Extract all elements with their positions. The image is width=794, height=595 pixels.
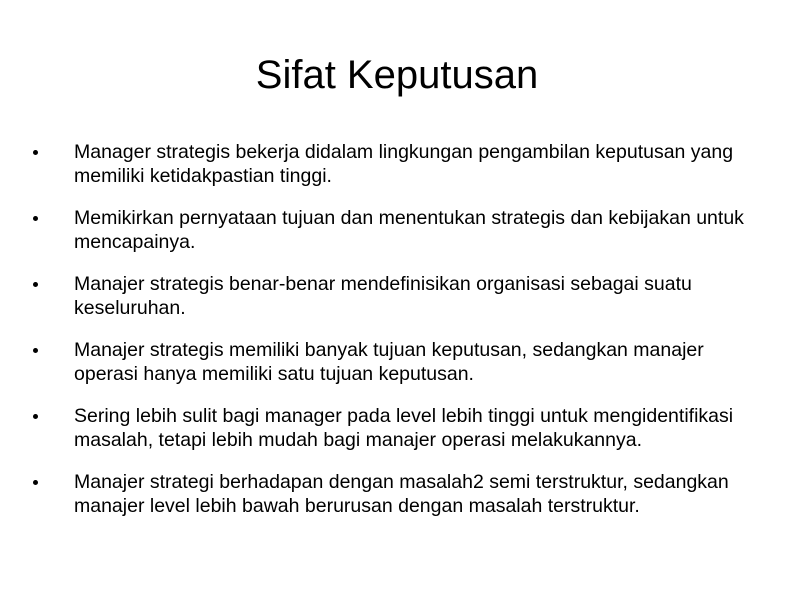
bullet-item	[30, 140, 750, 188]
bullet-text: Sering lebih sulit bagi manager pada level lebih tinggi untuk mengidentifikasi masalah, tetapi lebih mudah bagi manajer operasi melakukannya.	[74, 405, 734, 451]
bullet-item	[30, 470, 750, 518]
bullet-text: Manager strategis bekerja didalam lingkungan pengambilan keputusan yang memiliki ketidakpastian tinggi.	[74, 141, 734, 187]
bullet-list	[30, 140, 750, 536]
bullet-dot-icon	[33, 282, 38, 287]
bullet-dot-icon	[33, 216, 38, 221]
slide-title: Sifat Keputusan	[255, 53, 539, 97]
bullet-dot-icon	[33, 150, 38, 155]
bullet-dot-icon	[33, 480, 38, 485]
bullet-dot-icon	[33, 414, 38, 419]
bullet-item	[30, 404, 750, 452]
bullet-text: Manajer strategis memiliki banyak tujuan keputusan, sedangkan manajer operasi hanya memiliki satu tujuan keputusan.	[74, 339, 704, 385]
bullet-item	[30, 206, 750, 254]
bullet-item	[30, 272, 750, 320]
bullet-text: Memikirkan pernyataan tujuan dan menentukan strategis dan kebijakan untuk mencapainya.	[74, 207, 744, 253]
bullet-text: Manajer strategi berhadapan dengan masalah2 semi terstruktur, sedangkan manajer level lebih bawah berurusan dengan masalah terstruktur.	[74, 471, 729, 517]
bullet-dot-icon	[33, 348, 38, 353]
bullet-text: Manajer strategis benar-benar mendefinisikan organisasi sebagai suatu keseluruhan.	[74, 273, 692, 319]
bullet-item	[30, 338, 750, 386]
